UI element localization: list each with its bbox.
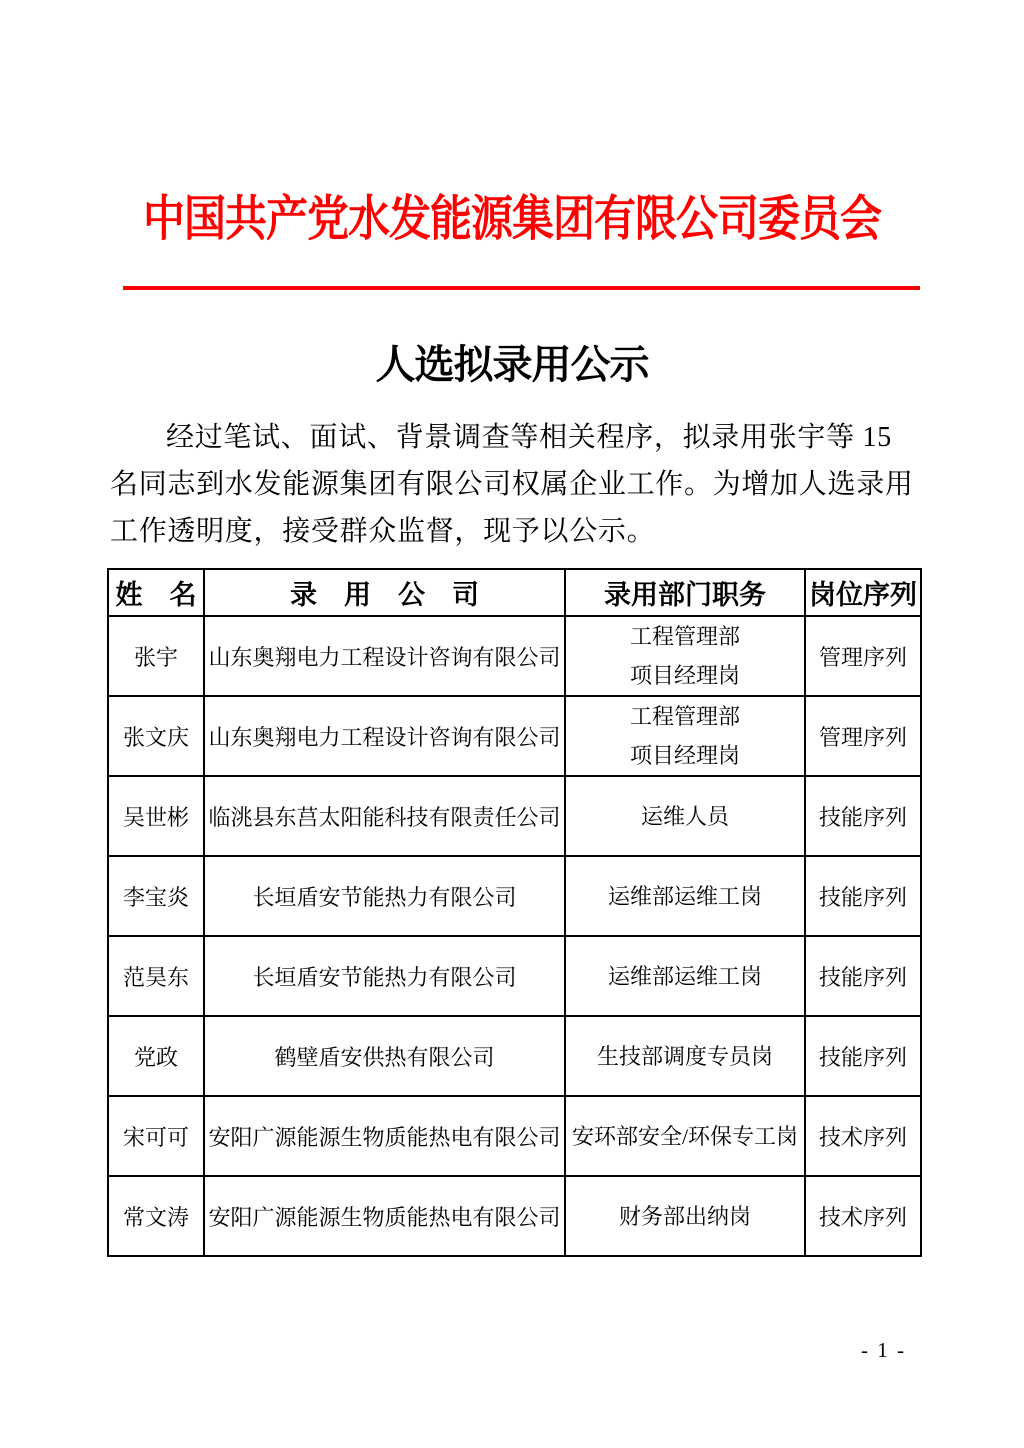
cell-sequence: 技能序列: [805, 856, 921, 936]
position-line: 项目经理岗: [629, 743, 740, 768]
cell-name: 宋可可: [108, 1096, 204, 1176]
cell-company: 临洮县东莒太阳能科技有限责任公司: [204, 776, 565, 856]
header-company: 录 用 公 司: [204, 569, 565, 616]
cell-sequence: 技术序列: [805, 1096, 921, 1176]
cell-name: 范昊东: [108, 936, 204, 1016]
header-name: 姓 名: [108, 569, 204, 616]
cell-sequence: 管理序列: [805, 696, 921, 776]
table-row: [108, 616, 921, 696]
cell-company: 长垣盾安节能热力有限公司: [204, 856, 565, 936]
position-line: 财务部出纳岗: [618, 1203, 751, 1229]
cell-sequence: 技能序列: [805, 936, 921, 1016]
paragraph-line-1: 经过笔试、面试、背景调查等相关程序，拟录用张宇等 15: [166, 422, 892, 453]
letterhead-title: 中国共产党水发能源集团有限公司委员会: [142, 193, 881, 247]
position-line: 运维部运维工岗: [607, 883, 762, 909]
position-line: 工程管理部: [629, 624, 740, 649]
position-line: 生技部调度专员岗: [596, 1043, 773, 1069]
cell-company: 安阳广源能源生物质能热电有限公司: [204, 1176, 565, 1256]
cell-position: [565, 1016, 805, 1096]
cell-company: 长垣盾安节能热力有限公司: [204, 936, 565, 1016]
cell-position: [565, 776, 805, 856]
cell-name: 张宇: [108, 616, 204, 696]
cell-company: 山东奥翔电力工程设计咨询有限公司: [204, 616, 565, 696]
cell-position: [565, 1096, 805, 1176]
cell-company: 安阳广源能源生物质能热电有限公司: [204, 1096, 565, 1176]
cell-sequence: 技能序列: [805, 1016, 921, 1096]
cell-sequence: 管理序列: [805, 616, 921, 696]
paragraph-line-3: 工作透明度，接受群众监督，现予以公示。: [110, 516, 656, 547]
cell-name: 常文涛: [108, 1176, 204, 1256]
cell-company: 鹤壁盾安供热有限公司: [204, 1016, 565, 1096]
cell-name: 吴世彬: [108, 776, 204, 856]
candidates-table: [107, 568, 922, 1257]
position-line: 运维部运维工岗: [607, 963, 762, 989]
page-number: - 1 -: [861, 1338, 906, 1362]
cell-position: [565, 1176, 805, 1256]
table-row: [108, 776, 921, 856]
header-sequence: 岗位序列: [805, 569, 921, 616]
cell-name: 党政: [108, 1016, 204, 1096]
cell-sequence: 技术序列: [805, 1176, 921, 1256]
position-line: 运维人员: [640, 803, 729, 829]
letterhead-divider: [123, 286, 920, 290]
table-row: [108, 696, 921, 776]
table-row: [108, 1096, 921, 1176]
doc-title: 人选拟录用公示: [375, 342, 649, 387]
position-line: 安环部安全/环保专工岗: [571, 1123, 799, 1149]
table-row: [108, 1016, 921, 1096]
table-header-row: [108, 569, 921, 616]
cell-company: 山东奥翔电力工程设计咨询有限公司: [204, 696, 565, 776]
cell-position: [565, 696, 805, 776]
cell-sequence: 技能序列: [805, 776, 921, 856]
cell-position: [565, 856, 805, 936]
cell-position: [565, 616, 805, 696]
cell-position: [565, 936, 805, 1016]
position-line: 工程管理部: [629, 704, 740, 729]
cell-name: 张文庆: [108, 696, 204, 776]
header-position: 录用部门职务: [565, 569, 805, 616]
cell-name: 李宝炎: [108, 856, 204, 936]
paragraph-line-2: 名同志到水发能源集团有限公司权属企业工作。为增加人选录用: [110, 469, 914, 500]
table-row: [108, 856, 921, 936]
body-paragraph: [110, 414, 916, 555]
table-row: [108, 1176, 921, 1256]
position-line: 项目经理岗: [629, 663, 740, 688]
table-row: [108, 936, 921, 1016]
